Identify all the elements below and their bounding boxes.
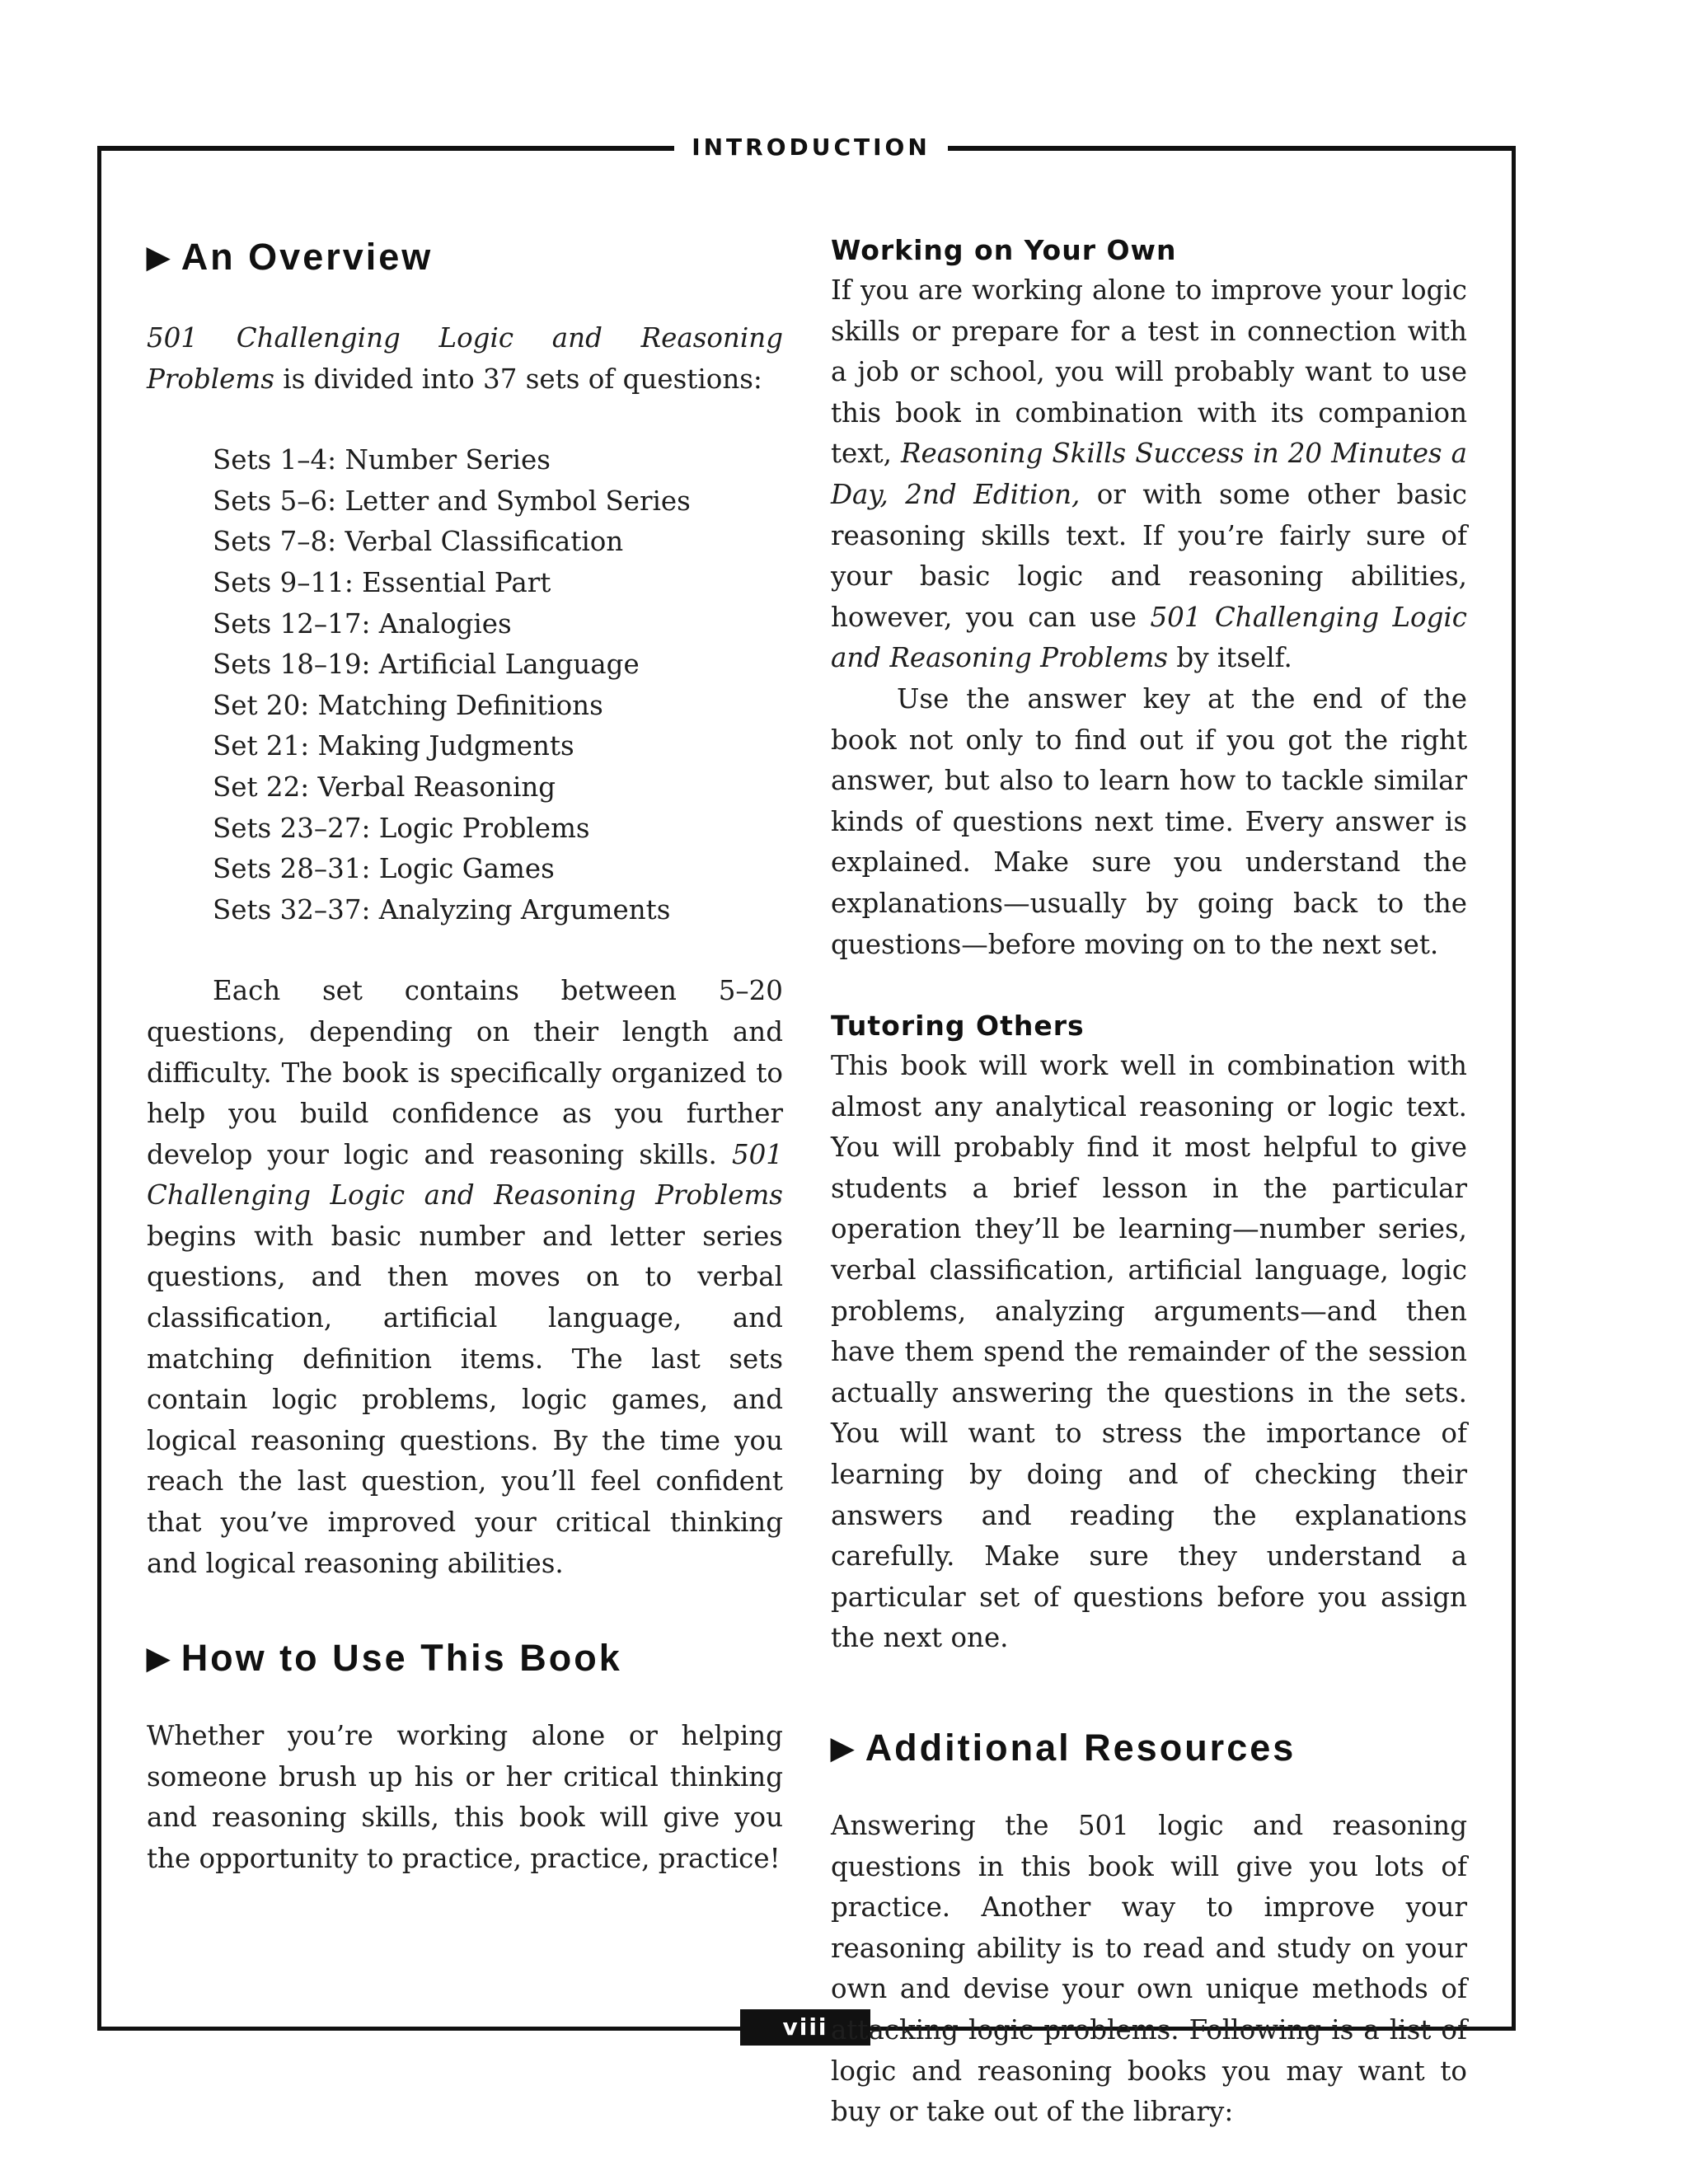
list-item: Sets 23–27: Logic Problems [213, 812, 590, 844]
page-frame-top-right [948, 146, 1515, 151]
book-title: 501 Challenging Logic and Reasoning Problems [147, 1138, 783, 1212]
list-item: Set 20: Matching Definitions [213, 689, 603, 721]
overview-paragraph-text-a: Each set contains between 5–20 questions, depending on their length and difficulty. The book is specifically organized to help you build confidence as you further develop your logic and reasoning skills. [147, 975, 783, 1170]
tutoring-paragraph: This book will work well in combination with almost any analytical reasoning or logic text. You will probably find it most helpful to give students a brief lesson in the particular operation they’ll be learning—number series, verbal classification, artificial language, logic problems, analyzing arguments—and then have them spend the remainder of the session actually answering the questions in the sets. You will want to stress the importance of learning by doing and of checking their answers and reading the explanations carefully. Make sure they understand a particular set of questions before you assign the next one. [831, 1050, 1467, 1654]
page-frame-left [97, 146, 101, 2031]
book-title: 501 Challenging Logic and Reasoning Problems [831, 601, 1467, 674]
page-frame-bottom-left [97, 2027, 740, 2031]
overview-heading [147, 231, 783, 284]
how-to-use-heading-text: How to Use This Book [181, 1637, 622, 1680]
list-item: Sets 18–19: Artificial Language [213, 649, 640, 681]
list-item: Sets 7–8: Verbal Classification [213, 526, 624, 558]
working-text-c: by itself. [1168, 642, 1292, 674]
list-item: Set 21: Making Judgments [213, 730, 574, 762]
triangle-bullet-icon: ▶ [147, 1641, 170, 1675]
left-column [147, 231, 783, 1880]
working-on-own-paragraph-1 [831, 270, 1467, 679]
overview-paragraph-text-b: begins with basic number and letter series questions, and then moves on to verbal classification, artificial language, and matching definition items. The last sets contain logic problems, logic games, and logical reasoning questions. By the time you reach the last question, you’ll feel confident that you’ve improved your critical thinking and logical reasoning abilities. [147, 1220, 783, 1579]
overview-paragraph [147, 971, 783, 1584]
additional-resources-heading [831, 1722, 1467, 1774]
triangle-bullet-icon: ▶ [831, 1731, 854, 1765]
list-item: Sets 5–6: Letter and Symbol Series [213, 485, 691, 517]
list-item: Sets 28–31: Logic Games [213, 853, 555, 885]
list-item: Sets 12–17: Analogies [213, 607, 512, 640]
sets-list [147, 440, 783, 930]
list-item: Sets 1–4: Number Series [213, 444, 551, 476]
how-to-use-heading [147, 1632, 783, 1685]
overview-intro [147, 318, 783, 400]
book-title: 501 Challenging Logic and Reasoning Problems [147, 322, 783, 395]
list-item: Set 22: Verbal Reasoning [213, 771, 556, 803]
overview-heading-text: An Overview [181, 236, 434, 278]
working-on-own-heading: Working on Your Own [831, 234, 1177, 266]
additional-resources-paragraph: Answering the 501 logic and reasoning questions in this book will give you lots of practice. Another way to improve your reasoning ability is to read and study on your own and devise your own unique methods of attacking logic problems. Following is a list of logic and reasoning books you may want to buy or take out of the library: [831, 1810, 1467, 2128]
triangle-bullet-icon: ▶ [147, 240, 170, 274]
overview-intro-text: is divided into 37 sets of questions: [274, 363, 762, 395]
working-text-a: If you are working alone to improve your logic skills or prepare for a test in connection with a job or school, you will probably want to use this book in combination with its companion text, [831, 274, 1467, 470]
running-head: INTRODUCTION [692, 134, 931, 161]
page-frame-right [1512, 146, 1516, 2031]
additional-resources-heading-text: Additional Resources [865, 1727, 1296, 1769]
list-item: Sets 32–37: Analyzing Arguments [213, 893, 671, 926]
working-on-own-paragraph-2: Use the answer key at the end of the book not only to find out if you got the right answer, but also to learn how to tackle similar kinds of questions next time. Every answer is explained. Make sure you understand the explanations—usually by going back to the questions—before moving on to the next set. [831, 682, 1467, 960]
working-text-b: or with some other basic reasoning skills text. If you’re fairly sure of your basic logic and reasoning abilities, however, you can use [831, 478, 1467, 633]
page-frame-top-left [97, 146, 674, 151]
page-number: viii [740, 2009, 870, 2046]
list-item: Sets 9–11: Essential Part [213, 566, 551, 598]
right-column [831, 231, 1467, 2133]
tutoring-heading: Tutoring Others [831, 1010, 1085, 1043]
how-to-use-paragraph: Whether you’re working alone or helping someone brush up his or her critical thinking and reasoning skills, this book will give you the opportunity to practice, practice, practice! [147, 1720, 783, 1874]
companion-title: Reasoning Skills Success in 20 Minutes a Day, 2nd Edition, [831, 438, 1467, 510]
